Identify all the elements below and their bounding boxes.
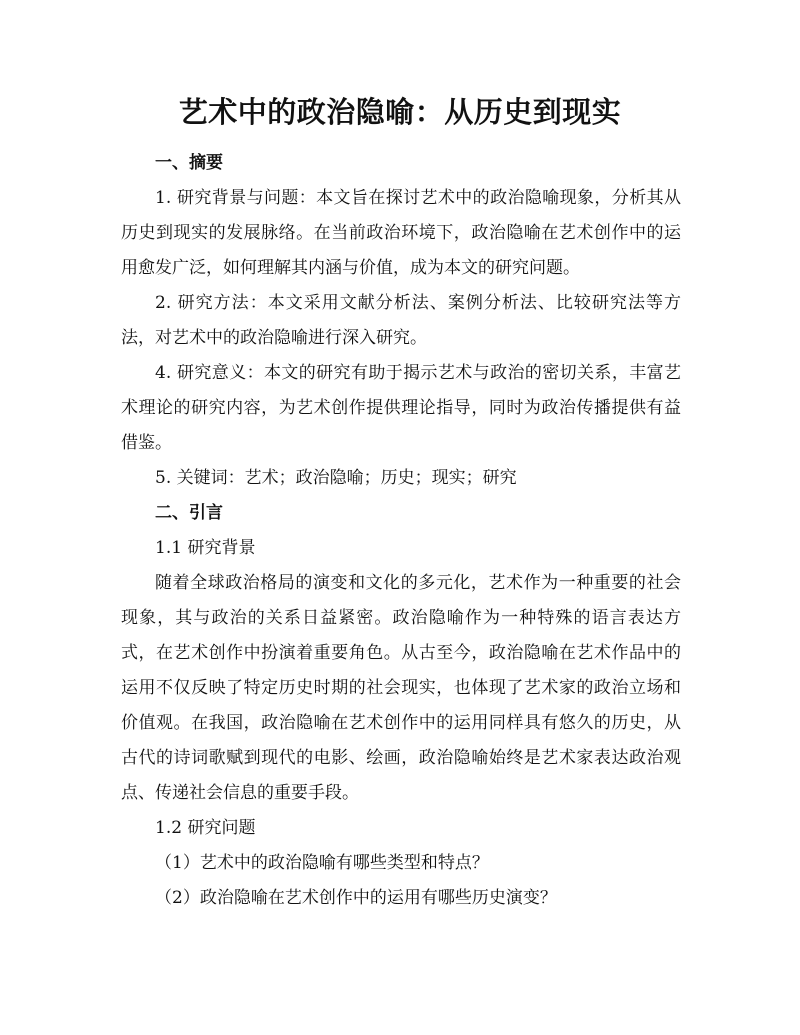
abstract-item-significance: 4. 研究意义：本文的研究有助于揭示艺术与政治的密切关系，丰富艺术理论的研究内容，为艺术创作提供理论指导，同时为政治传播提供有益借鉴。 <box>121 363 681 453</box>
document-body <box>121 146 681 916</box>
document-title: 艺术中的政治隐喻：从历史到现实 <box>178 95 622 129</box>
section-heading-abstract: 一、摘要 <box>155 153 223 173</box>
research-question: （2）政治隐喻在艺术创作中的运用有哪些历史演变？ <box>155 888 557 908</box>
abstract-item-background: 1. 研究背景与问题：本文旨在探讨艺术中的政治隐喻现象，分析其从历史到现实的发展脉络。在当前政治环境下，政治隐喻在艺术创作中的运用愈发广泛，如何理解其内涵与价值，成为本文的研究问题。 <box>121 188 681 278</box>
section-heading-introduction: 二、引言 <box>155 503 223 523</box>
abstract-item-method: 2. 研究方法：本文采用文献分析法、案例分析法、比较研究法等方法，对艺术中的政治隐喻进行深入研究。 <box>121 293 681 348</box>
research-question: （1）艺术中的政治隐喻有哪些类型和特点？ <box>155 853 489 873</box>
subsection-heading-background: 1.1 研究背景 <box>155 538 256 558</box>
background-paragraph: 随着全球政治格局的演变和文化的多元化，艺术作为一种重要的社会现象，其与政治的关系日益紧密。政治隐喻作为一种特殊的语言表达方式，在艺术创作中扮演着重要角色。从古至今，政治隐喻在艺术作品中的运用不仅反映了特定历史时期的社会现实，也体现了艺术家的政治立场和价值观。在我国，政治隐喻在艺术创作中的运用同样具有悠久的历史，从古代的诗词歌赋到现代的电影、绘画，政治隐喻始终是艺术家表达政治观点、传递社会信息的重要手段。 <box>121 573 681 803</box>
subsection-heading-questions: 1.2 研究问题 <box>155 818 256 838</box>
abstract-item-keywords: 5. 关键词：艺术；政治隐喻；历史；现实；研究 <box>155 468 517 488</box>
